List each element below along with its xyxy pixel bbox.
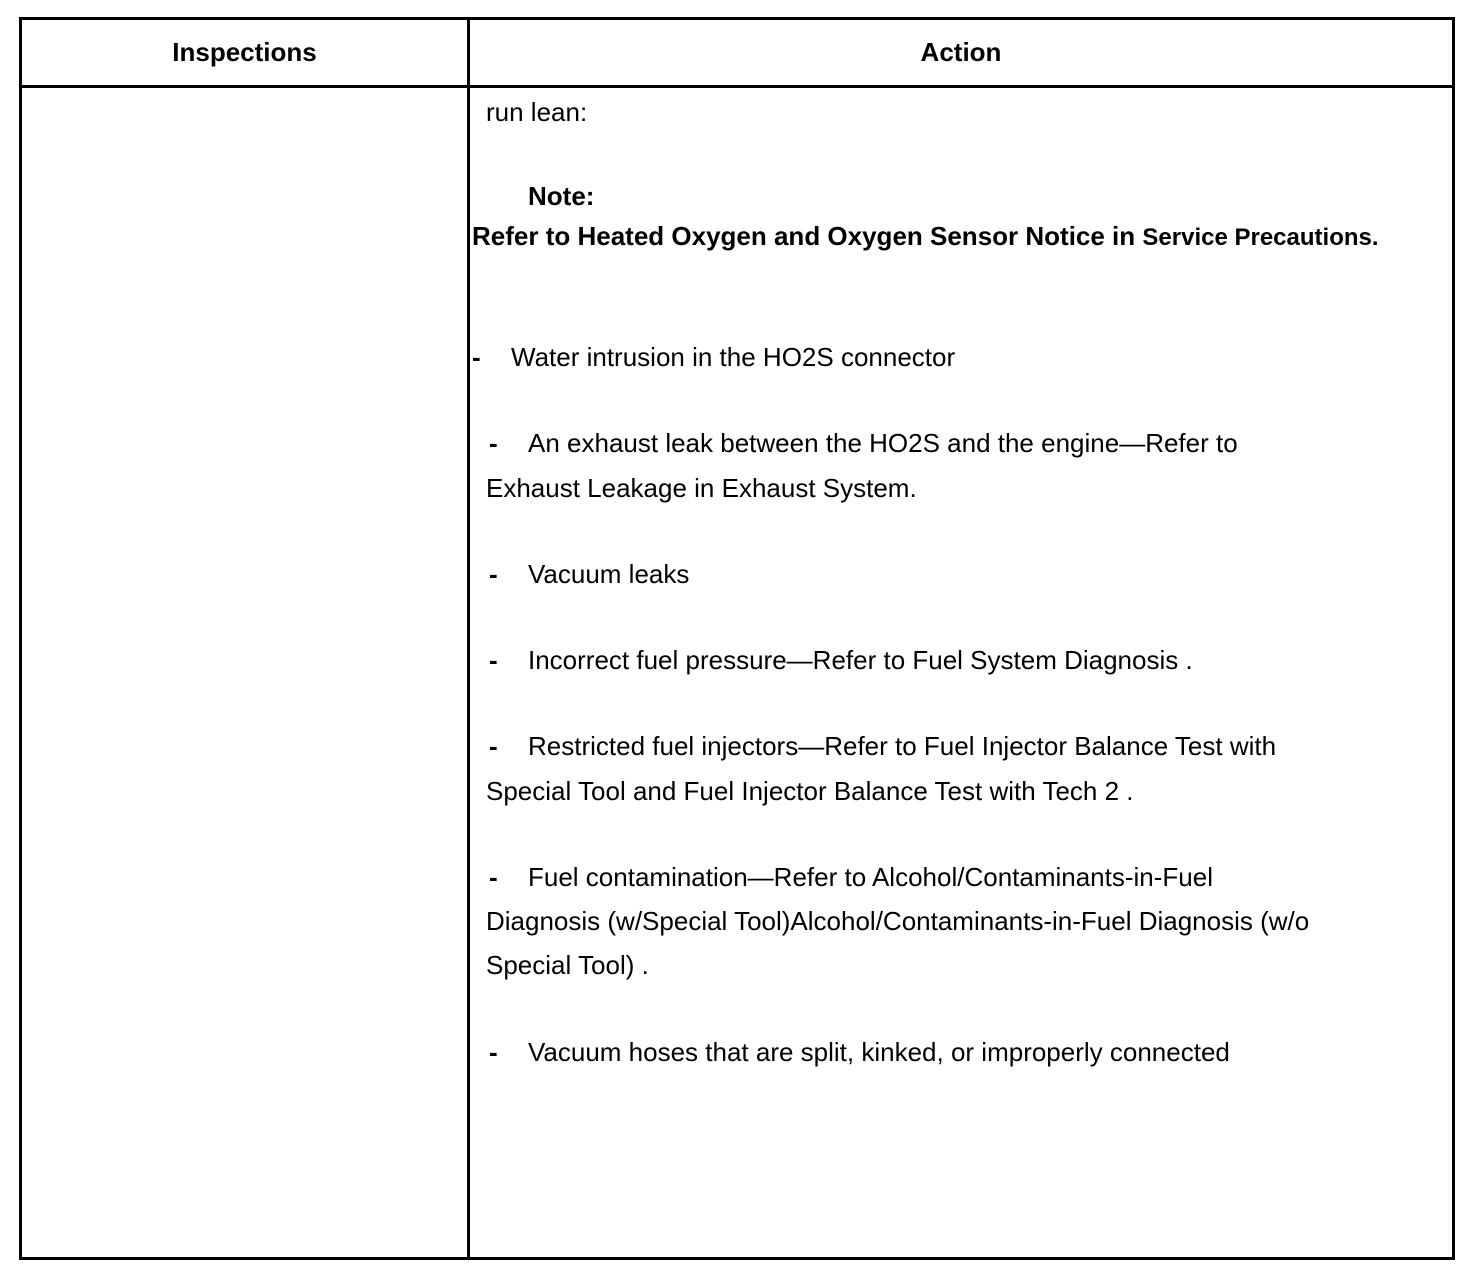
note-text-main: Refer to Heated Oxygen and Oxygen Sensor Notice in [472, 221, 1136, 251]
header-divider [19, 85, 1455, 88]
action-intro: run lean: [486, 97, 588, 127]
action-header: Action [920, 37, 1002, 67]
list-item-fuel-injectors-cont: Special Tool and Fuel Injector Balance Test with Tech 2 . [486, 776, 1134, 806]
bullet-marker: - [489, 862, 498, 892]
list-item-exhaust-leak-cont: Exhaust Leakage in Exhaust System. [486, 473, 917, 503]
inspection-table [19, 17, 1455, 1260]
list-item-fuel-contamination-cont2: Special Tool) . [486, 950, 649, 980]
inspections-header: Inspections [172, 37, 317, 67]
column-divider [467, 17, 470, 1260]
list-item-water-intrusion: Water intrusion in the HO2S connector [511, 342, 956, 372]
bullet-marker: - [489, 731, 498, 761]
bullet-marker: - [489, 645, 498, 675]
note-text [472, 220, 1379, 254]
note-label: Note: [528, 181, 595, 211]
list-item-exhaust-leak: An exhaust leak between the HO2S and the engine—Refer to [528, 428, 1238, 458]
list-item-fuel-contamination-cont: Diagnosis (w/Special Tool)Alcohol/Contaminants-in-Fuel Diagnosis (w/o [486, 906, 1310, 936]
bullet-marker: - [489, 559, 498, 589]
bullet-marker: - [472, 342, 481, 372]
bullet-marker: - [489, 428, 498, 458]
list-item-vacuum-hoses: Vacuum hoses that are split, kinked, or improperly connected [528, 1037, 1230, 1067]
list-item-fuel-contamination: Fuel contamination—Refer to Alcohol/Contaminants-in-Fuel [528, 862, 1214, 892]
note-text-link: Service Precautions. [1142, 224, 1379, 251]
bullet-marker: - [489, 1037, 498, 1067]
list-item-fuel-injectors: Restricted fuel injectors—Refer to Fuel Injector Balance Test with [528, 731, 1277, 761]
list-item-vacuum-leaks: Vacuum leaks [528, 559, 690, 589]
list-item-fuel-pressure: Incorrect fuel pressure—Refer to Fuel System Diagnosis . [528, 645, 1193, 675]
